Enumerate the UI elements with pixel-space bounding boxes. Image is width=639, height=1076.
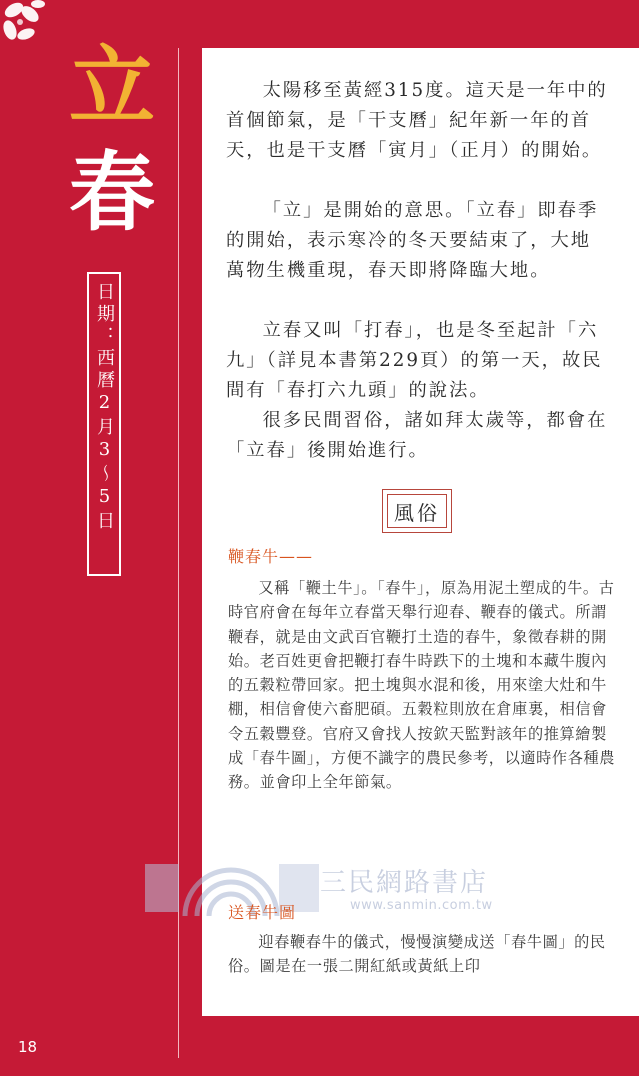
intro-paragraph: 立春又叫「打春」，也是冬至起計「六九」（詳見本書第229頁）的第一天，故民間有「春打六九頭」的說法。 bbox=[226, 320, 603, 401]
title-char-2: 春 bbox=[69, 142, 155, 243]
custom-text: 迎春鞭春牛的儀式，慢慢演變成送「春牛圖」的民俗。圖是在一張二開紅紙或黃紙上印 bbox=[228, 933, 606, 976]
intro-paragraph: 很多民間習俗，諸如拜太歲等，都會在「立春」後開始進行。 bbox=[226, 410, 608, 461]
custom-heading: 送春牛圖 bbox=[228, 903, 297, 922]
page-number: 18 bbox=[18, 1038, 38, 1056]
section-heading: 風俗 bbox=[387, 494, 447, 528]
custom-heading: 鞭春牛—— bbox=[228, 547, 314, 566]
intro-paragraph: 太陽移至黃經315度。這天是一年中的首個節氣，是「干支曆」紀年新一年的首天，也是干支曆「寅月」（正月）的開始。 bbox=[226, 80, 608, 161]
blossom-icon bbox=[0, 0, 48, 60]
date-label: 日期：西曆2月3～5日 bbox=[87, 272, 121, 576]
custom-text: 又稱「鞭土牛」。「春牛」，原為用泥土塑成的牛。古時官府會在每年立春當天舉行迎春、鞭春的儀式。所謂鞭春，就是由文武百官鞭打土造的春牛，象徵春耕的開始。老百姓更會把鞭打春牛時跌下的土塊和本藏牛腹內的五穀粒帶回家。把土塊與水混和後，用來塗大灶和牛棚，相信會使六畜肥碩。五穀粒則放在倉庫裏，相信會令五穀豐登。官府又會找人按欽天監對該年的推算繪製成「春牛圖」，方便不識字的農民參考，以適時作各種農務。並會印上全年節氣。 bbox=[228, 579, 616, 792]
title-char-1: 立 bbox=[69, 36, 155, 137]
watermark-url: www.sanmin.com.tw bbox=[350, 898, 493, 913]
watermark bbox=[145, 858, 495, 918]
section-heading-box bbox=[382, 489, 452, 533]
watermark-name: 三民網路書店 bbox=[320, 868, 489, 898]
intro-paragraph: 「立」是開始的意思。「立春」即春季的開始，表示寒冷的冬天要結束了，大地萬物生機重現，春天即將降臨大地。 bbox=[226, 200, 599, 281]
